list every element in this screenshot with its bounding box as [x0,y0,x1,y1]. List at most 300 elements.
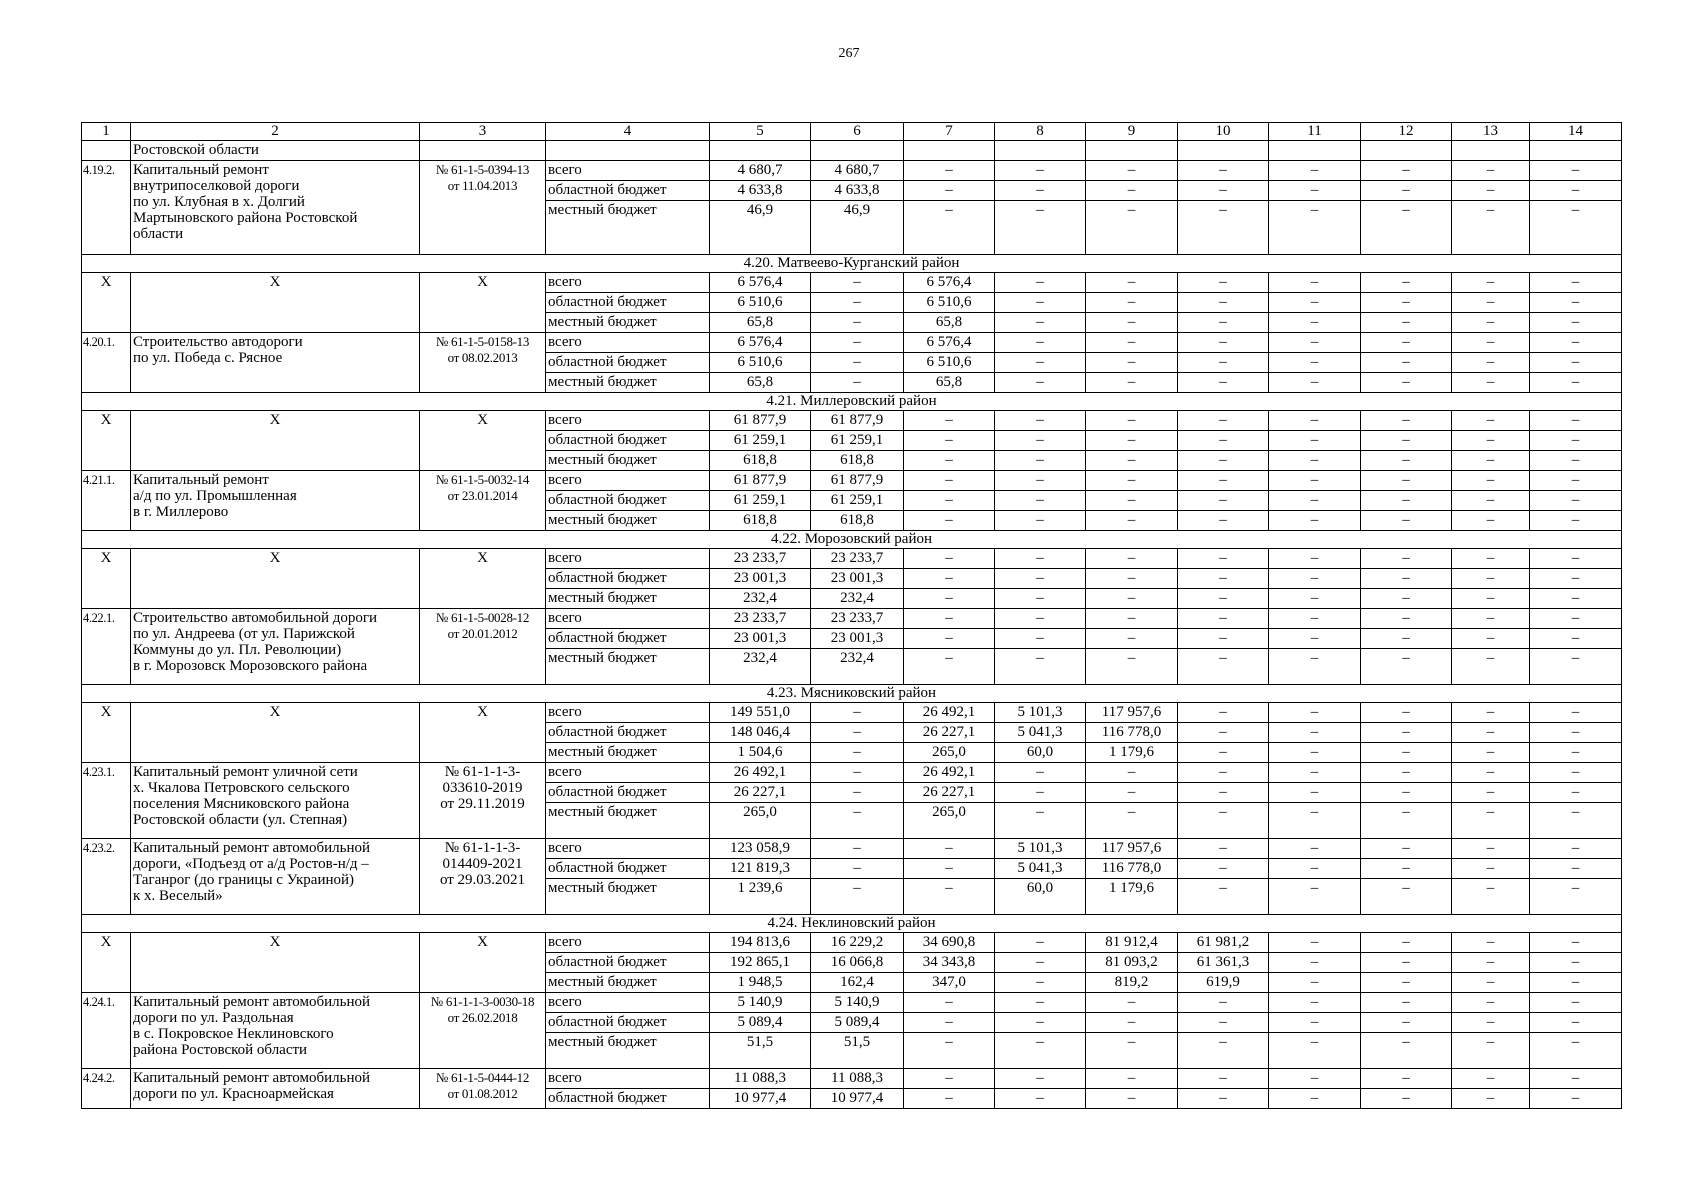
empty-cell [1178,141,1269,161]
value-cell: 6 510,6 [710,353,811,373]
table-row [82,839,1622,859]
value-cell: – [1452,181,1530,201]
value-cell: 61 259,1 [811,491,904,511]
value-cell: – [995,293,1086,313]
cell-text: 033610-2019 [442,780,523,796]
value-cell: – [1269,589,1361,609]
value-cell: – [1452,763,1530,783]
value-cell: 16 229,2 [811,933,904,953]
value-cell: – [1530,451,1622,471]
value-cell: – [1452,549,1530,569]
cell-text: Х [269,934,281,950]
value-cell: – [1269,471,1361,491]
value-cell: 23 233,7 [710,609,811,629]
value-cell: – [904,431,995,451]
value-cell: – [1086,313,1178,333]
value-cell: – [995,629,1086,649]
table-row [82,471,1622,491]
value-cell: – [904,879,995,915]
value-cell: 347,0 [904,973,995,993]
value-cell: – [995,933,1086,953]
value-cell: 116 778,0 [1086,859,1178,879]
value-cell: 46,9 [811,201,904,255]
cell-text: по ул. Победа с. Рясное [133,350,283,366]
object-name [131,839,420,915]
value-cell: – [1452,1013,1530,1033]
value-cell: – [1361,471,1452,491]
value-cell: – [995,411,1086,431]
row-number: 4.24.2. [82,1069,131,1109]
value-cell: – [1530,589,1622,609]
value-cell: 6 510,6 [904,293,995,313]
value-cell: – [1269,451,1361,471]
value-cell: – [1452,491,1530,511]
value-cell: – [1086,1013,1178,1033]
value-cell: 26 227,1 [904,783,995,803]
column-number-header: 10 [1178,123,1269,141]
funding-source: областной бюджет [546,723,710,743]
value-cell: – [995,511,1086,531]
value-cell: 6 576,4 [710,273,811,293]
value-cell: – [811,879,904,915]
cell-text: области [133,226,184,242]
value-cell: – [995,803,1086,839]
value-cell: 61 259,1 [811,431,904,451]
value-cell: – [1530,783,1622,803]
value-cell: – [1269,703,1361,723]
value-cell: 5 101,3 [995,703,1086,723]
funding-source: всего [546,1069,710,1089]
value-cell: – [1269,723,1361,743]
value-cell: 194 813,6 [710,933,811,953]
cell-text: по ул. Клубная в х. Долгий [133,194,305,210]
value-cell: – [1530,993,1622,1013]
value-cell: – [811,703,904,723]
funding-source: областной бюджет [546,1089,710,1109]
value-cell: – [1361,783,1452,803]
cell-text: х. Чкалова Петровского сельского [133,780,350,796]
object-name [131,933,420,993]
column-number-header: 1 [82,123,131,141]
value-cell: 60,0 [995,743,1086,763]
cell-text: поселения Мясниковского района [133,796,350,812]
funding-source: местный бюджет [546,743,710,763]
value-cell: – [1452,1033,1530,1069]
value-cell: 51,5 [811,1033,904,1069]
value-cell: – [1452,161,1530,181]
value-cell: 618,8 [811,511,904,531]
row-number: Х [82,273,131,333]
value-cell: – [1530,1013,1622,1033]
cell-text: № 61-1-5-0028-12 [435,610,530,625]
value-cell: – [1178,1033,1269,1069]
object-name [131,471,420,531]
value-cell: 117 957,6 [1086,703,1178,723]
value-cell: – [1452,609,1530,629]
value-cell: 4 633,8 [811,181,904,201]
value-cell: – [1452,649,1530,685]
document-ref [420,411,546,471]
value-cell: – [1361,353,1452,373]
value-cell: – [1530,803,1622,839]
value-cell: 65,8 [710,313,811,333]
value-cell: 117 957,6 [1086,839,1178,859]
funding-source: областной бюджет [546,859,710,879]
funding-source: местный бюджет [546,511,710,531]
value-cell: – [1269,313,1361,333]
value-cell: – [1178,993,1269,1013]
value-cell: – [1361,703,1452,723]
value-cell: – [1530,569,1622,589]
value-cell: – [1086,649,1178,685]
value-cell: – [995,161,1086,181]
value-cell: – [1269,649,1361,685]
value-cell: 819,2 [1086,973,1178,993]
value-cell: – [811,273,904,293]
value-cell: – [1361,511,1452,531]
value-cell: – [1361,803,1452,839]
value-cell: – [1361,859,1452,879]
value-cell: – [995,763,1086,783]
value-cell: 61 981,2 [1178,933,1269,953]
value-cell: – [811,313,904,333]
document-ref [420,333,546,393]
funding-source: местный бюджет [546,973,710,993]
value-cell: – [1269,491,1361,511]
value-cell: – [811,373,904,393]
cell-text: № 61-1-5-0158-13 [435,334,530,349]
value-cell: 4 680,7 [811,161,904,181]
value-cell: – [1178,471,1269,491]
value-cell: – [995,313,1086,333]
value-cell: – [1178,181,1269,201]
value-cell: – [1086,569,1178,589]
value-cell: – [1178,723,1269,743]
value-cell: – [1086,803,1178,839]
funding-source: областной бюджет [546,491,710,511]
cell-text: № 61-1-5-0444-12 [435,1070,530,1085]
value-cell: – [995,549,1086,569]
value-cell: – [1361,549,1452,569]
value-cell: – [1178,333,1269,353]
value-cell: – [995,333,1086,353]
table-row [82,161,1622,181]
value-cell: – [1530,353,1622,373]
value-cell: – [904,491,995,511]
cell-text: дороги, «Подъезд от а/д Ростов-н/д – [133,856,369,872]
value-cell: 23 001,3 [811,629,904,649]
table-row [82,993,1622,1013]
value-cell: – [1178,373,1269,393]
table-row [82,703,1622,723]
value-cell: 26 227,1 [710,783,811,803]
value-cell: – [1269,839,1361,859]
value-cell: – [1452,629,1530,649]
value-cell: – [1361,491,1452,511]
value-cell: – [1269,353,1361,373]
value-cell: 1 179,6 [1086,743,1178,763]
value-cell: – [1530,879,1622,915]
cell-text: в г. Морозовск Морозовского района [133,658,368,674]
cell-text: дороги по ул. Красноармейская [133,1086,334,1102]
row-number: 4.22.1. [82,609,131,685]
value-cell: – [904,993,995,1013]
funding-source: всего [546,839,710,859]
value-cell: – [995,609,1086,629]
funding-source: всего [546,609,710,629]
value-cell: – [1361,411,1452,431]
object-name [131,703,420,763]
row-number: Х [82,549,131,609]
table-row [82,411,1622,431]
value-cell: – [1361,723,1452,743]
value-cell: – [1178,743,1269,763]
document-ref [420,993,546,1069]
funding-source: всего [546,549,710,569]
value-cell: – [1269,973,1361,993]
value-cell: 5 041,3 [995,859,1086,879]
value-cell: 232,4 [811,649,904,685]
cell-text: № 61-1-5-0394-13 [435,162,530,177]
value-cell: – [995,181,1086,201]
value-cell: – [1086,629,1178,649]
funding-source: местный бюджет [546,313,710,333]
object-name [131,333,420,393]
funding-source: областной бюджет [546,629,710,649]
value-cell: – [1178,491,1269,511]
object-name [131,763,420,839]
value-cell: – [1452,451,1530,471]
cell-text: Таганрог (до границы с Украиной) [133,872,355,888]
value-cell: – [1178,859,1269,879]
value-cell: – [1086,471,1178,491]
cell-text: Х [269,550,281,566]
value-cell: 65,8 [904,373,995,393]
cell-text: от 29.11.2019 [440,796,525,812]
value-cell: – [1452,743,1530,763]
value-cell: – [995,1069,1086,1089]
cell-text: Капитальный ремонт автомобильной [133,840,371,856]
value-cell: – [1269,201,1361,255]
value-cell: – [811,763,904,783]
value-cell: – [904,181,995,201]
value-cell: – [1361,293,1452,313]
table-row [82,549,1622,569]
value-cell: 619,9 [1178,973,1269,993]
value-cell: – [1530,333,1622,353]
row-number: 4.24.1. [82,993,131,1069]
object-name [131,273,420,333]
value-cell: – [1361,589,1452,609]
value-cell: – [995,1013,1086,1033]
value-cell: – [995,431,1086,451]
value-cell: – [995,1089,1086,1109]
document-ref [420,839,546,915]
table-row [82,273,1622,293]
value-cell: – [1269,333,1361,353]
value-cell: – [1269,161,1361,181]
value-cell: – [1086,511,1178,531]
value-cell: – [1178,703,1269,723]
empty-cell [82,141,131,161]
value-cell: – [1361,161,1452,181]
section-title: 4.23. Мясниковский район [82,685,1622,703]
empty-cell [1361,141,1452,161]
value-cell: – [1269,933,1361,953]
object-name [131,609,420,685]
value-cell: – [1530,703,1622,723]
value-cell: – [1086,161,1178,181]
value-cell: – [1361,451,1452,471]
object-name [131,549,420,609]
value-cell: – [1361,649,1452,685]
value-cell: – [1086,1069,1178,1089]
value-cell: – [1178,201,1269,255]
value-cell: – [1530,549,1622,569]
value-cell: – [1269,1013,1361,1033]
value-cell: – [1086,993,1178,1013]
column-number-header: 6 [811,123,904,141]
value-cell: 121 819,3 [710,859,811,879]
value-cell: – [904,1013,995,1033]
value-cell: – [1178,609,1269,629]
cell-text: № 61-1-1-3- [444,764,521,780]
column-number-header: 2 [131,123,420,141]
value-cell: – [811,353,904,373]
value-cell: – [1361,313,1452,333]
value-cell: – [1530,1033,1622,1069]
value-cell: – [904,161,995,181]
value-cell: – [1086,1089,1178,1109]
object-name [131,1069,420,1109]
value-cell: 11 088,3 [811,1069,904,1089]
cell-text: Х [477,934,488,950]
funding-source: всего [546,161,710,181]
value-cell: – [995,589,1086,609]
funding-source: всего [546,333,710,353]
funding-source: областной бюджет [546,953,710,973]
value-cell: – [1361,933,1452,953]
value-cell: – [1269,273,1361,293]
value-cell: 61 877,9 [811,411,904,431]
value-cell: – [1530,431,1622,451]
value-cell: – [1269,953,1361,973]
value-cell: – [1530,471,1622,491]
value-cell: – [1530,273,1622,293]
value-cell: – [1361,609,1452,629]
value-cell: – [1452,589,1530,609]
funding-source: всего [546,763,710,783]
value-cell: – [1361,743,1452,763]
cell-text: от 11.04.2013 [447,178,518,193]
cell-text: Капитальный ремонт уличной сети [133,764,358,780]
cell-text: Х [477,704,488,720]
value-cell: – [1086,293,1178,313]
document-ref [420,933,546,993]
value-cell: – [1452,953,1530,973]
value-cell: – [995,471,1086,491]
value-cell: – [1269,783,1361,803]
value-cell: – [995,569,1086,589]
value-cell: – [1269,1033,1361,1069]
document-ref [420,1069,546,1109]
value-cell: – [1178,879,1269,915]
value-cell: – [1178,451,1269,471]
value-cell: 5 101,3 [995,839,1086,859]
value-cell: – [1452,373,1530,393]
cell-text: а/д по ул. Промышленная [133,488,297,504]
funding-source: местный бюджет [546,879,710,915]
empty-cell [710,141,811,161]
cell-text: Капитальный ремонт [133,472,269,488]
value-cell: – [1452,273,1530,293]
funding-source: всего [546,471,710,491]
value-cell: 26 227,1 [904,723,995,743]
continuation-row [82,141,1622,161]
value-cell: – [1361,569,1452,589]
column-number-header: 11 [1269,123,1361,141]
value-cell: – [1530,293,1622,313]
cell-text: Коммуны до ул. Пл. Революции) [133,642,342,658]
value-cell: – [1530,201,1622,255]
value-cell: – [1530,743,1622,763]
value-cell: – [811,803,904,839]
value-cell: – [1178,649,1269,685]
value-cell: 61 361,3 [1178,953,1269,973]
value-cell: – [904,471,995,491]
row-number: Х [82,703,131,763]
value-cell: – [1530,161,1622,181]
value-cell: 61 259,1 [710,431,811,451]
value-cell: – [995,993,1086,1013]
value-cell: – [1361,993,1452,1013]
value-cell: 10 977,4 [710,1089,811,1109]
value-cell: – [1269,743,1361,763]
section-row [82,255,1622,273]
value-cell: – [904,549,995,569]
value-cell: – [1361,839,1452,859]
value-cell: – [811,293,904,313]
empty-cell [1452,141,1530,161]
value-cell: 4 680,7 [710,161,811,181]
cell-text: от 08.02.2013 [447,350,518,365]
document-ref [420,549,546,609]
object-name [131,161,420,255]
value-cell: – [1530,411,1622,431]
section-title: 4.20. Матвеево-Курганский район [82,255,1622,273]
value-cell: – [904,201,995,255]
empty-cell [1086,141,1178,161]
value-cell: – [1361,181,1452,201]
funding-source: областной бюджет [546,783,710,803]
value-cell: – [811,859,904,879]
value-cell: – [1178,569,1269,589]
value-cell: – [995,783,1086,803]
empty-cell [811,141,904,161]
value-cell: 232,4 [811,589,904,609]
value-cell: – [1086,431,1178,451]
value-cell: – [1530,763,1622,783]
empty-cell [904,141,995,161]
value-cell: – [1269,293,1361,313]
cell-text: Х [477,550,488,566]
funding-source: всего [546,933,710,953]
value-cell: – [1178,1089,1269,1109]
table-row [82,933,1622,953]
value-cell: 61 877,9 [811,471,904,491]
value-cell: 46,9 [710,201,811,255]
value-cell: 23 001,3 [710,629,811,649]
